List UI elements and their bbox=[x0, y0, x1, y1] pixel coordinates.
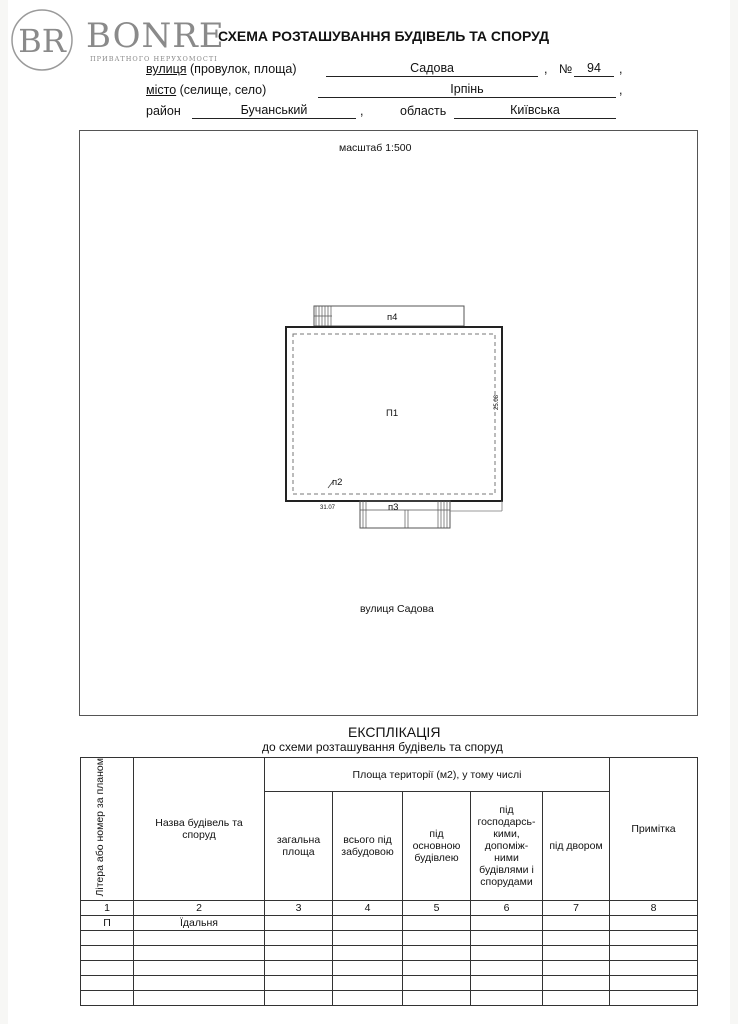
table-cell bbox=[134, 945, 265, 960]
table-row bbox=[81, 975, 698, 990]
table-cell bbox=[81, 930, 134, 945]
table-cell bbox=[333, 990, 403, 1005]
street-label-main: вулиця bbox=[146, 62, 187, 76]
comma-4: , bbox=[360, 104, 364, 118]
comma-3: , bbox=[619, 83, 623, 97]
col2-header: Назва будівель та споруд bbox=[134, 758, 265, 901]
steps-top-icon bbox=[314, 306, 332, 326]
table-row bbox=[81, 930, 698, 945]
area-group-header: Площа території (м2), у тому числі bbox=[265, 758, 610, 792]
col-number: 8 bbox=[610, 900, 698, 915]
dimension-horizontal: 31.07 bbox=[320, 505, 336, 511]
table-cell bbox=[471, 945, 543, 960]
table-row bbox=[81, 960, 698, 975]
table-cell bbox=[403, 945, 471, 960]
logo-monogram: BR bbox=[18, 22, 66, 60]
col5-header: під основною будівлею bbox=[403, 792, 471, 900]
table-cell bbox=[610, 915, 698, 930]
table-cell bbox=[403, 930, 471, 945]
explication-table bbox=[80, 757, 698, 1006]
table-cell bbox=[543, 960, 610, 975]
table-cell bbox=[610, 975, 698, 990]
region-value: Київська bbox=[454, 102, 616, 119]
table-cell bbox=[265, 960, 333, 975]
region-label: область bbox=[400, 104, 447, 118]
district-label: район bbox=[146, 104, 181, 118]
logo-emblem-icon bbox=[8, 8, 80, 72]
table-cell bbox=[134, 990, 265, 1005]
table-cell bbox=[81, 990, 134, 1005]
table-cell bbox=[333, 975, 403, 990]
col3-header: загальна площа bbox=[265, 792, 333, 900]
col-number: 5 bbox=[403, 900, 471, 915]
table-cell bbox=[403, 915, 471, 930]
explication-title: ЕКСПЛІКАЦІЯ bbox=[348, 724, 441, 740]
table-cell: П bbox=[81, 915, 134, 930]
col-number: 4 bbox=[333, 900, 403, 915]
city-label-main: місто bbox=[146, 83, 177, 97]
table-cell bbox=[333, 930, 403, 945]
city-label-rest: (селище, село) bbox=[176, 83, 267, 97]
table-row bbox=[81, 945, 698, 960]
table-cell bbox=[471, 975, 543, 990]
col7-header: під двором bbox=[543, 792, 610, 900]
col1-header-text: Літера або номер за планом bbox=[94, 758, 106, 897]
label-p4: п4 bbox=[387, 312, 398, 323]
logo bbox=[8, 8, 80, 77]
logo-tagline: ПРИВАТНОГО НЕРУХОМОСТІ bbox=[90, 55, 218, 63]
table-cell bbox=[333, 915, 403, 930]
table-cell bbox=[543, 975, 610, 990]
district-value: Бучанський bbox=[192, 102, 356, 119]
logo-brand: BONRE bbox=[86, 16, 225, 56]
table-cell bbox=[265, 915, 333, 930]
col-number: 6 bbox=[471, 900, 543, 915]
col4-header: всього під забудовою bbox=[333, 792, 403, 900]
table-cell bbox=[543, 915, 610, 930]
label-p1: П1 bbox=[386, 408, 399, 419]
comma-1: , bbox=[544, 62, 548, 76]
header-row-1 bbox=[81, 758, 698, 792]
street-label-rest: (провулок, площа) bbox=[186, 62, 297, 76]
table-cell bbox=[610, 960, 698, 975]
table-cell bbox=[403, 990, 471, 1005]
table-cell bbox=[543, 990, 610, 1005]
col1-header bbox=[81, 758, 134, 901]
table-cell bbox=[543, 945, 610, 960]
table-cell bbox=[610, 930, 698, 945]
street-label bbox=[146, 62, 297, 76]
table-cell: Їдальня bbox=[134, 915, 265, 930]
table-cell bbox=[81, 960, 134, 975]
table-cell bbox=[333, 960, 403, 975]
numbers-row bbox=[81, 900, 698, 915]
table-cell bbox=[471, 930, 543, 945]
document-title: СХЕМА РОЗТАШУВАННЯ БУДІВЕЛЬ ТА СПОРУД bbox=[218, 28, 550, 44]
col-number: 1 bbox=[81, 900, 134, 915]
table-cell bbox=[610, 990, 698, 1005]
table-cell bbox=[333, 945, 403, 960]
steps-bottom-icon bbox=[360, 501, 450, 528]
table-cell bbox=[471, 990, 543, 1005]
document-page bbox=[8, 0, 730, 1024]
street-caption: вулиця Садова bbox=[360, 603, 434, 615]
street-value: Садова bbox=[326, 60, 538, 77]
plan-scale: масштаб 1:500 bbox=[339, 142, 412, 154]
city-value: Ірпінь bbox=[318, 81, 616, 98]
table-cell bbox=[543, 930, 610, 945]
table-cell bbox=[265, 945, 333, 960]
table-row bbox=[81, 915, 698, 930]
explication-subtitle: до схеми розташування будівель та споруд bbox=[262, 740, 503, 754]
number-label: № bbox=[559, 62, 573, 76]
table-cell bbox=[471, 960, 543, 975]
table-cell bbox=[81, 945, 134, 960]
table-cell bbox=[134, 930, 265, 945]
city-label bbox=[146, 83, 266, 97]
col-number: 2 bbox=[134, 900, 265, 915]
table-cell bbox=[81, 975, 134, 990]
label-p2: п2 bbox=[332, 477, 343, 488]
table-cell bbox=[134, 960, 265, 975]
dimension-vertical: 25.08 bbox=[494, 394, 500, 410]
table-cell bbox=[471, 915, 543, 930]
col8-header: Примітка bbox=[610, 758, 698, 901]
col-number: 3 bbox=[265, 900, 333, 915]
table-cell bbox=[265, 990, 333, 1005]
comma-2: , bbox=[619, 62, 623, 76]
col-number: 7 bbox=[543, 900, 610, 915]
table-row bbox=[81, 990, 698, 1005]
number-value: 94 bbox=[574, 60, 614, 77]
table-cell bbox=[610, 945, 698, 960]
col6-header: під господарсь-кими, допоміж-ними будівлями і спорудами bbox=[471, 792, 543, 900]
table-cell bbox=[403, 975, 471, 990]
label-p3: п3 bbox=[388, 502, 399, 513]
table-cell bbox=[265, 930, 333, 945]
table-cell bbox=[265, 975, 333, 990]
table-cell bbox=[134, 975, 265, 990]
table-cell bbox=[403, 960, 471, 975]
